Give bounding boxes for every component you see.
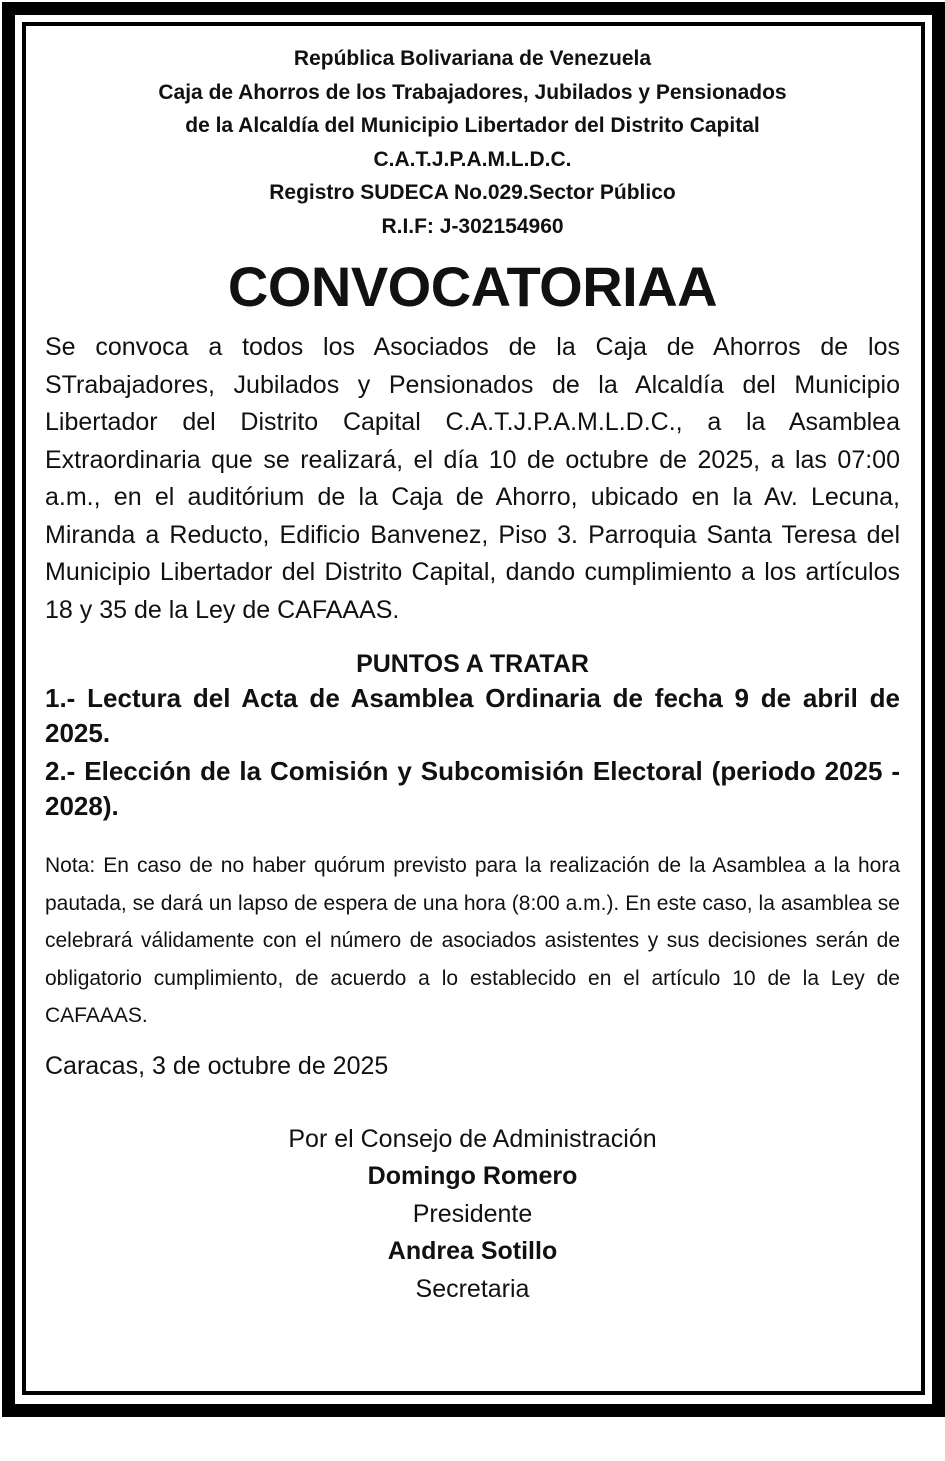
agenda-heading: PUNTOS A TRATAR <box>356 650 589 678</box>
notice-title: CONVOCATORIAA <box>227 255 718 318</box>
organization-header <box>45 42 900 243</box>
agenda-list <box>45 681 900 824</box>
organization-acronym: C.A.T.J.P.A.M.L.D.C. <box>373 147 572 171</box>
registry-number: Registro SUDECA No.029.Sector Público <box>269 181 676 204</box>
signatory-role: Secretaria <box>415 1274 530 1303</box>
country-line: República Bolivariana de Venezuela <box>293 47 652 70</box>
tax-id: R.I.F: J-302154960 <box>381 214 564 238</box>
notice-body: Se convoca a todos los Asociados de la Caja de Ahorros de los STrabajadores, Jubilados y Pensionados de la Alcaldía del Municipio Libertador del Distrito Capital C.A.T.J.P.A.M.L.D.C., a la Asamblea Extraordinaria que se realizará, el día 10 de octubre de 2025, a las 07:00 a.m., en el auditórium de la Caja de Ahorro, ubicado en la Av. Lecuna, Miranda a Reducto, Edificio Banvenez, Piso 3. Parroquia Santa Teresa del Municipio Libertador del Distrito Capital, dando cumplimiento a los artículos 18 y 35 de la Ley de CAFAAAS. <box>45 333 900 624</box>
place-and-date: Caracas, 3 de octubre de 2025 <box>45 1051 389 1080</box>
notice-content <box>45 42 900 1308</box>
quorum-note: Nota: En caso de no haber quórum previsto para la realización de la Asamblea a la hora pautada, se dará un lapso de espera de una hora (8:00 a.m.). En este caso, la asamblea se celebrará válidamente con el número de asociados asistentes y sus decisiones serán de obligatorio cumplimiento, de acuerdo a lo establecido en el artículo 10 de la Ley de CAFAAAS. <box>45 854 900 1027</box>
signatory-role: Presidente <box>412 1199 533 1228</box>
signatory-name: Andrea Sotillo <box>387 1237 558 1265</box>
signature-block <box>45 1121 900 1309</box>
organization-affiliation-line: de la Alcaldía del Municipio Libertador del Distrito Capital <box>185 114 760 137</box>
signatory-name: Domingo Romero <box>367 1162 578 1190</box>
signature-intro: Por el Consejo de Administración <box>288 1124 657 1153</box>
agenda-item: 1.- Lectura del Acta de Asamblea Ordinaria de fecha 9 de abril de 2025. <box>45 683 900 748</box>
organization-name-line: Caja de Ahorros de los Trabajadores, Jubilados y Pensionados <box>158 80 787 104</box>
agenda-item: 2.- Elección de la Comisión y Subcomisión Electoral (periodo 2025 - 2028). <box>45 756 900 821</box>
